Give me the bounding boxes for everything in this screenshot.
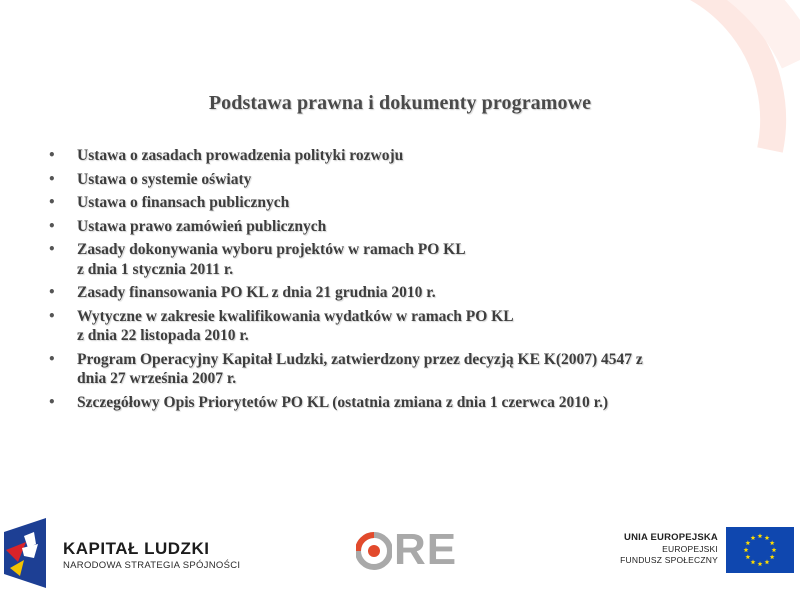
list-item-line: Szczegółowy Opis Priorytetów PO KL (ostatnia zmiana z dnia 1 czerwca 2010 r.)	[77, 393, 609, 411]
bullet-icon: •	[48, 171, 56, 186]
list-item-line: Ustawa o finansach publicznych	[77, 194, 290, 211]
list-item	[48, 217, 748, 237]
bullet-icon: •	[48, 195, 56, 209]
eu-line-1: UNIA EUROPEJSKA	[624, 532, 718, 543]
bullet-icon: •	[48, 285, 56, 299]
bullet-icon: •	[48, 148, 56, 162]
list-item-line: Wytyczne w zakresie kwalifikowania wydatków w ramach PO KL	[77, 307, 514, 325]
eu-line-2: EUROPEJSKI	[662, 544, 718, 554]
bullet-icon: •	[48, 218, 56, 233]
list-item-line: z dnia 1 stycznia 2011 r.	[77, 260, 234, 278]
list-item-line: Ustawa prawo zamówień publicznych	[77, 217, 327, 235]
list-item	[48, 307, 748, 346]
list-item-line: dnia 27 września 2007 r.	[77, 370, 237, 387]
kapital-ludzki-subtitle: NARODOWA STRATEGIA SPÓJNOŚCI	[63, 560, 241, 571]
list-item-line: z dnia 22 listopada 2010 r.	[77, 327, 249, 344]
eu-line-3: FUNDUSZ SPOŁECZNY	[620, 555, 718, 565]
list-item	[48, 193, 748, 213]
bullet-icon: •	[48, 242, 56, 256]
kapital-ludzki-title: KAPITAŁ LUDZKI	[63, 539, 210, 558]
list-item	[48, 283, 748, 303]
list-item-line: Ustawa o systemie oświaty	[77, 170, 252, 188]
ore-logo-icon	[356, 528, 392, 574]
bullet-icon: •	[48, 308, 56, 323]
bullet-icon: •	[48, 394, 56, 409]
list-item	[48, 240, 748, 279]
kapital-ludzki-logo-icon	[4, 518, 46, 588]
list-item	[48, 146, 748, 166]
footer-logos	[0, 512, 800, 600]
list-item-line: Ustawa o zasadach prowadzenia polityki rozwoju	[77, 147, 404, 164]
bullet-icon: •	[48, 351, 56, 366]
list-item-line: Zasady finansowania PO KL z dnia 21 grudnia 2010 r.	[77, 284, 436, 301]
list-item	[48, 350, 748, 389]
list-item	[48, 393, 748, 413]
slide-title: Podstawa prawna i dokumenty programowe	[208, 92, 592, 114]
list-item-line: Zasady dokonywania wyboru projektów w ramach PO KL	[77, 241, 466, 258]
ore-logo-text: RE	[394, 525, 458, 574]
document-list	[48, 146, 748, 416]
list-item	[48, 170, 748, 190]
eu-label	[620, 532, 718, 566]
eu-flag-icon	[726, 527, 794, 573]
list-item-line: Program Operacyjny Kapitał Ludzki, zatwierdzony przez decyzją KE K(2007) 4547 z	[77, 350, 643, 368]
